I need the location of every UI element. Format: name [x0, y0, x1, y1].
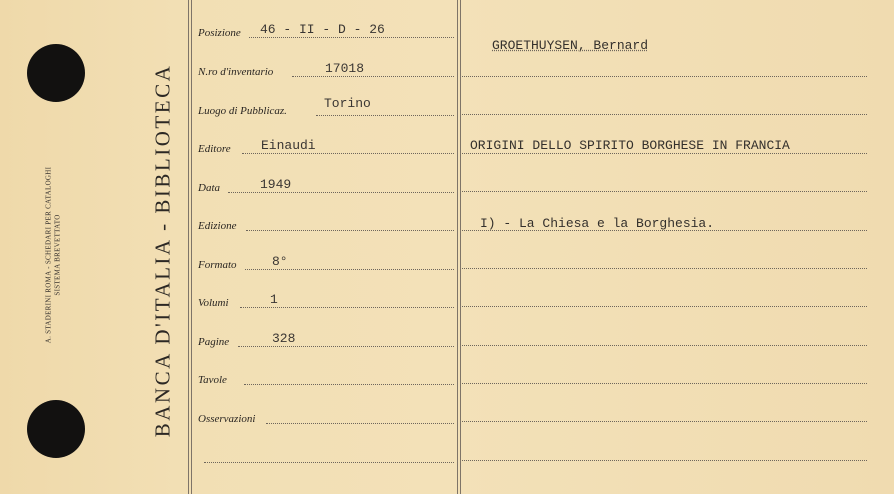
- record-author: GROETHUYSEN, Bernard: [492, 38, 649, 53]
- field-label: N.ro d'inventario: [198, 66, 274, 78]
- dotted-rule: [249, 37, 454, 38]
- dotted-rule: [462, 345, 867, 346]
- field-formato: [198, 252, 456, 274]
- field-editore: [198, 136, 456, 158]
- dotted-rule: [462, 268, 867, 269]
- dotted-rule: [238, 346, 454, 347]
- dotted-rule: [462, 306, 867, 307]
- dotted-rule: [240, 307, 454, 308]
- dotted-rule: [462, 114, 867, 115]
- dotted-rule: [462, 421, 867, 422]
- dotted-rule: [246, 230, 454, 231]
- record-volume-note: I) - La Chiesa e la Borghesia.: [480, 216, 715, 231]
- field-label: Editore: [198, 143, 231, 155]
- field-value: 1949: [260, 177, 292, 192]
- punch-hole-bottom: [27, 400, 85, 458]
- field-inventario: [198, 59, 456, 81]
- field-osservazioni: [198, 406, 456, 428]
- printer-line-1: A. STADERINI ROMA - SCHEDARI PER CATALOGHI: [44, 166, 53, 344]
- field-value: 8°: [272, 254, 288, 269]
- field-data: [198, 175, 456, 197]
- field-luogo: [198, 98, 456, 120]
- dotted-rule: [228, 192, 454, 193]
- dotted-rule: [204, 462, 454, 463]
- dotted-rule: [462, 153, 867, 154]
- dotted-rule: [244, 384, 454, 385]
- bank-name: BANCA D'ITALIA - BIBLIOTECA: [150, 63, 175, 437]
- dotted-rule: [316, 115, 454, 116]
- printer-imprint: [8, 150, 98, 360]
- field-value: Einaudi: [261, 138, 316, 153]
- divider-line: [460, 0, 461, 494]
- record-title: ORIGINI DELLO SPIRITO BORGHESE IN FRANCIA: [470, 138, 790, 153]
- divider-line: [188, 0, 189, 494]
- field-label: Osservazioni: [198, 413, 256, 425]
- dotted-rule: [462, 383, 867, 384]
- field-value: 328: [272, 331, 296, 346]
- field-label: Edizione: [198, 220, 237, 232]
- dotted-rule: [292, 76, 454, 77]
- divider-line: [457, 0, 458, 494]
- field-value: 1: [270, 292, 278, 307]
- dotted-rule: [462, 230, 867, 231]
- field-label: Posizione: [198, 27, 241, 39]
- field-blank-line: [198, 445, 456, 467]
- dotted-rule: [266, 423, 454, 424]
- field-edizione: [198, 213, 456, 235]
- divider-line: [191, 0, 192, 494]
- field-value: 46 - II - D - 26: [260, 22, 385, 37]
- field-label: Formato: [198, 259, 237, 271]
- field-value: 17018: [325, 61, 365, 76]
- dotted-rule: [462, 76, 867, 77]
- field-label: Volumi: [198, 297, 229, 309]
- bank-heading: [141, 30, 185, 470]
- field-posizione: [198, 20, 456, 42]
- field-label: Pagine: [198, 336, 230, 348]
- dotted-rule: [462, 191, 867, 192]
- dotted-rule: [462, 460, 867, 461]
- punch-hole-top: [27, 44, 85, 102]
- field-value: Torino: [324, 96, 371, 111]
- field-tavole: [198, 367, 456, 389]
- field-label: Tavole: [198, 374, 227, 386]
- field-label: Data: [198, 182, 220, 194]
- field-pagine: [198, 329, 456, 351]
- dotted-rule: [245, 269, 454, 270]
- field-label: Luogo di Pubblicaz.: [198, 105, 287, 117]
- field-volumi: [198, 290, 456, 312]
- dotted-rule: [242, 153, 454, 154]
- printer-line-2: SISTEMA BREVETTATO: [53, 214, 62, 296]
